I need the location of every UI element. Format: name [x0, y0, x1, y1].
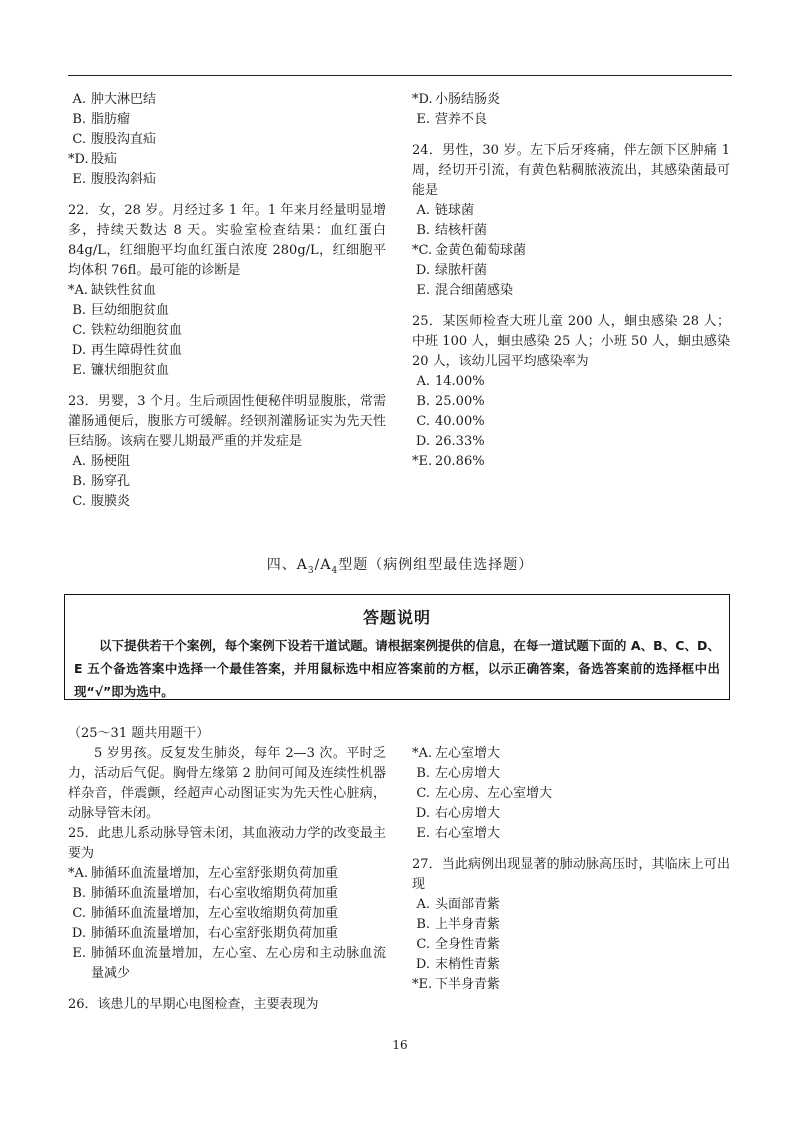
option-text: 40.00% — [435, 414, 485, 429]
option-marker: E. — [416, 283, 430, 298]
option-marker: D. — [415, 957, 430, 972]
option-text: 腹膜炎 — [91, 494, 131, 509]
option-marker: B. — [72, 112, 86, 127]
option-item[interactable] — [412, 452, 730, 472]
question-23-options-continued — [412, 90, 730, 130]
option-item[interactable] — [412, 241, 730, 261]
option-marker: *A. — [68, 283, 89, 298]
option-item[interactable] — [68, 492, 386, 512]
option-text: 肺循环血流量增加，左心室、左心房和主动脉血流量减少 — [91, 946, 386, 981]
option-text: 肺循环血流量增加，左心室舒张期负荷加重 — [91, 866, 339, 881]
option-item[interactable] — [412, 372, 730, 392]
option-marker: E. — [72, 172, 86, 187]
option-text: 全身性青紫 — [435, 937, 501, 952]
question-25b-options — [68, 864, 386, 944]
option-item[interactable] — [68, 361, 386, 381]
option-text: 链球菌 — [435, 203, 475, 218]
option-item[interactable] — [412, 201, 730, 221]
question-22-stem: 22．女，28 岁。月经过多 1 年。1 年来月经量明显增多，持续天数达 8 天。实验室检查结果：血红蛋白 84g/L，红细胞平均血红蛋白浓度 280g/L，红细胞平均体积 76fl。最可能的诊断是 — [68, 203, 386, 278]
option-marker: C. — [416, 937, 430, 952]
column-3 — [68, 724, 386, 1015]
option-text: 铁粒幼细胞贫血 — [91, 323, 183, 338]
option-marker: E. — [416, 826, 430, 841]
page-number: 16 — [392, 1038, 408, 1052]
question-24-stem: 24．男性，30 岁。左下后牙疼痛，伴左颌下区肿痛 1 周，经切开引流，有黄色粘稠脓液流出，其感染菌最可能是 — [412, 143, 730, 198]
option-text: 右心房增大 — [435, 806, 501, 821]
option-item[interactable] — [68, 110, 386, 130]
option-item[interactable] — [68, 341, 386, 361]
header-rule — [68, 75, 732, 76]
option-text: 末梢性青紫 — [435, 957, 501, 972]
question-24 — [412, 141, 730, 301]
option-text: 巨幼细胞贫血 — [91, 303, 170, 318]
option-item[interactable] — [412, 824, 730, 844]
option-item[interactable] — [68, 472, 386, 492]
question-25 — [412, 312, 730, 472]
option-item[interactable] — [412, 432, 730, 452]
option-marker: *E. — [412, 977, 433, 992]
option-text: 肿大淋巴结 — [91, 92, 157, 107]
option-text: 镰状细胞贫血 — [91, 363, 170, 378]
option-marker: A. — [416, 374, 430, 389]
instructions-text: 以下提供若干个案例，每个案例下设若干道试题。请根据案例提供的信息，在每一道试题下面的 A、B、C、D、E 五个备选答案中选择一个最佳答案，并用鼠标选中相应答案前的方框，以示正确答案，备选答案前的选择框中出现“√”即为选中。 — [74, 638, 720, 699]
question-21-options — [68, 90, 386, 190]
option-text: 左心房、左心室增大 — [435, 786, 553, 801]
question-22 — [68, 201, 386, 381]
option-marker: E. — [72, 946, 86, 961]
option-marker: A. — [416, 897, 430, 912]
option-text: 肺循环血流量增加，右心室舒张期负荷加重 — [91, 926, 339, 941]
option-marker: B. — [416, 223, 430, 238]
option-text: 金黄色葡萄球菌 — [435, 243, 527, 258]
option-marker: D. — [415, 263, 430, 278]
question-26-stem: 26．该患儿的早期心电图检查，主要表现为 — [68, 997, 319, 1012]
question-25-options — [412, 372, 730, 472]
option-item[interactable] — [412, 764, 730, 784]
option-marker: *A. — [68, 866, 89, 881]
option-text: 腹股沟直疝 — [91, 132, 157, 147]
option-text: 25.00% — [435, 394, 485, 409]
option-marker: B. — [72, 303, 86, 318]
question-27-options — [412, 895, 730, 995]
option-item[interactable] — [68, 301, 386, 321]
option-marker: B. — [72, 886, 86, 901]
option-item[interactable] — [412, 975, 730, 995]
option-marker: A. — [72, 454, 86, 469]
option-item[interactable] — [412, 90, 730, 110]
option-text: 20.86% — [435, 454, 485, 469]
option-item[interactable] — [412, 804, 730, 824]
option-text: 小肠结肠炎 — [435, 92, 501, 107]
option-item[interactable] — [412, 261, 730, 281]
option-item[interactable] — [68, 170, 386, 190]
option-text: 26.33% — [435, 434, 485, 449]
option-marker: A. — [416, 203, 430, 218]
option-item[interactable] — [412, 784, 730, 804]
option-item[interactable] — [68, 452, 386, 472]
option-marker: *D. — [68, 152, 89, 167]
question-27-stem: 27．当此病例出现显著的肺动脉高压时，其临床上可出现 — [412, 857, 730, 892]
option-text: 腹股沟斜疝 — [91, 172, 157, 187]
option-marker: B. — [72, 474, 86, 489]
option-text: 股疝 — [91, 152, 118, 167]
question-22-options — [68, 281, 386, 381]
option-text: 缺铁性贫血 — [91, 283, 157, 298]
option-item[interactable] — [68, 944, 386, 984]
option-text: 左心房增大 — [435, 766, 501, 781]
option-marker: E. — [416, 112, 430, 127]
option-text: 头面部青紫 — [435, 897, 501, 912]
option-item[interactable] — [412, 935, 730, 955]
option-marker: *C. — [412, 243, 433, 258]
option-text: 营养不良 — [435, 112, 488, 127]
option-item[interactable] — [68, 924, 386, 944]
option-marker: C. — [72, 494, 86, 509]
section-title: 四、$A_3/A_4$型题（病例组型最佳选择题） — [266, 557, 534, 576]
question-27 — [412, 855, 730, 995]
option-marker: C. — [416, 786, 430, 801]
option-item[interactable] — [412, 955, 730, 975]
option-item[interactable] — [412, 221, 730, 241]
option-item[interactable] — [68, 130, 386, 150]
shared-stem: 5 岁男孩。反复发生肺炎，每年 2—3 次。平时乏力，活动后气促。胸骨左缘第 2 肋间可闻及连续性机器样杂音，伴震颤，经超声心动图证实为先天性心脏病，动脉导管未闭。 — [68, 746, 386, 821]
option-text: 左心室增大 — [435, 746, 501, 761]
option-text: 上半身青紫 — [435, 917, 501, 932]
option-marker: D. — [415, 806, 430, 821]
option-marker: D. — [71, 926, 86, 941]
option-marker: A. — [72, 92, 86, 107]
option-item[interactable] — [412, 915, 730, 935]
option-marker: C. — [72, 132, 86, 147]
option-marker: *A. — [412, 746, 433, 761]
option-text: 脂肪瘤 — [91, 112, 131, 127]
option-item[interactable] — [412, 281, 730, 301]
option-item[interactable] — [68, 150, 386, 170]
instructions-box — [64, 594, 730, 700]
option-marker: D. — [415, 434, 430, 449]
option-item[interactable] — [68, 281, 386, 301]
option-text: 绿脓杆菌 — [435, 263, 488, 278]
option-marker: B. — [416, 394, 430, 409]
option-text: 14.00% — [435, 374, 485, 389]
question-23-options — [68, 452, 386, 512]
option-item[interactable] — [412, 110, 730, 130]
option-marker: B. — [416, 766, 430, 781]
option-item[interactable] — [412, 895, 730, 915]
option-item[interactable] — [68, 321, 386, 341]
option-text: 再生障碍性贫血 — [91, 343, 183, 358]
option-text: 混合细菌感染 — [435, 283, 514, 298]
option-marker: E. — [72, 363, 86, 378]
option-text: 肺循环血流量增加，左心室收缩期负荷加重 — [91, 906, 339, 921]
column-1 — [68, 90, 386, 523]
option-text: 肠穿孔 — [91, 474, 131, 489]
question-23-stem: 23．男婴，3 个月。生后顽固性便秘伴明显腹胀，常需灌肠通便后，腹胀方可缓解。经钡剂灌肠证实为先天性巨结肠。该病在婴儿期最严重的并发症是 — [68, 394, 386, 449]
question-25b-stem: 25．此患儿系动脉导管未闭，其血液动力学的改变最主要为 — [68, 826, 386, 861]
option-marker: C. — [72, 323, 86, 338]
option-marker: C. — [416, 414, 430, 429]
option-item[interactable] — [68, 904, 386, 924]
instructions-title: 答题说明 — [362, 608, 431, 627]
column-2 — [412, 90, 730, 483]
question-23 — [68, 392, 386, 512]
option-marker: D. — [71, 343, 86, 358]
option-item[interactable] — [412, 412, 730, 432]
option-item[interactable] — [68, 864, 386, 884]
question-25-stem: 25．某医师检查大班儿童 200 人，蛔虫感染 28 人；中班 100 人，蛔虫感染 25 人；小班 50 人，蛔虫感染 20 人，该幼儿园平均感染率为 — [412, 314, 730, 369]
option-text: 右心室增大 — [435, 826, 501, 841]
question-26-options — [412, 744, 730, 844]
option-text: 肺循环血流量增加，右心室收缩期负荷加重 — [91, 886, 339, 901]
option-marker: C. — [72, 906, 86, 921]
option-item[interactable] — [412, 744, 730, 764]
option-marker: *D. — [412, 92, 433, 107]
group-label: （25～31 题共用题干） — [68, 726, 210, 741]
option-item[interactable] — [68, 884, 386, 904]
option-item[interactable] — [412, 392, 730, 412]
question-24-options — [412, 201, 730, 301]
option-text: 结核杆菌 — [435, 223, 488, 238]
option-marker: *E. — [412, 454, 433, 469]
option-marker: B. — [416, 917, 430, 932]
question-25b — [68, 824, 386, 984]
column-4 — [412, 744, 730, 1006]
option-text: 肠梗阻 — [91, 454, 131, 469]
option-item[interactable] — [68, 90, 386, 110]
option-text: 下半身青紫 — [435, 977, 501, 992]
